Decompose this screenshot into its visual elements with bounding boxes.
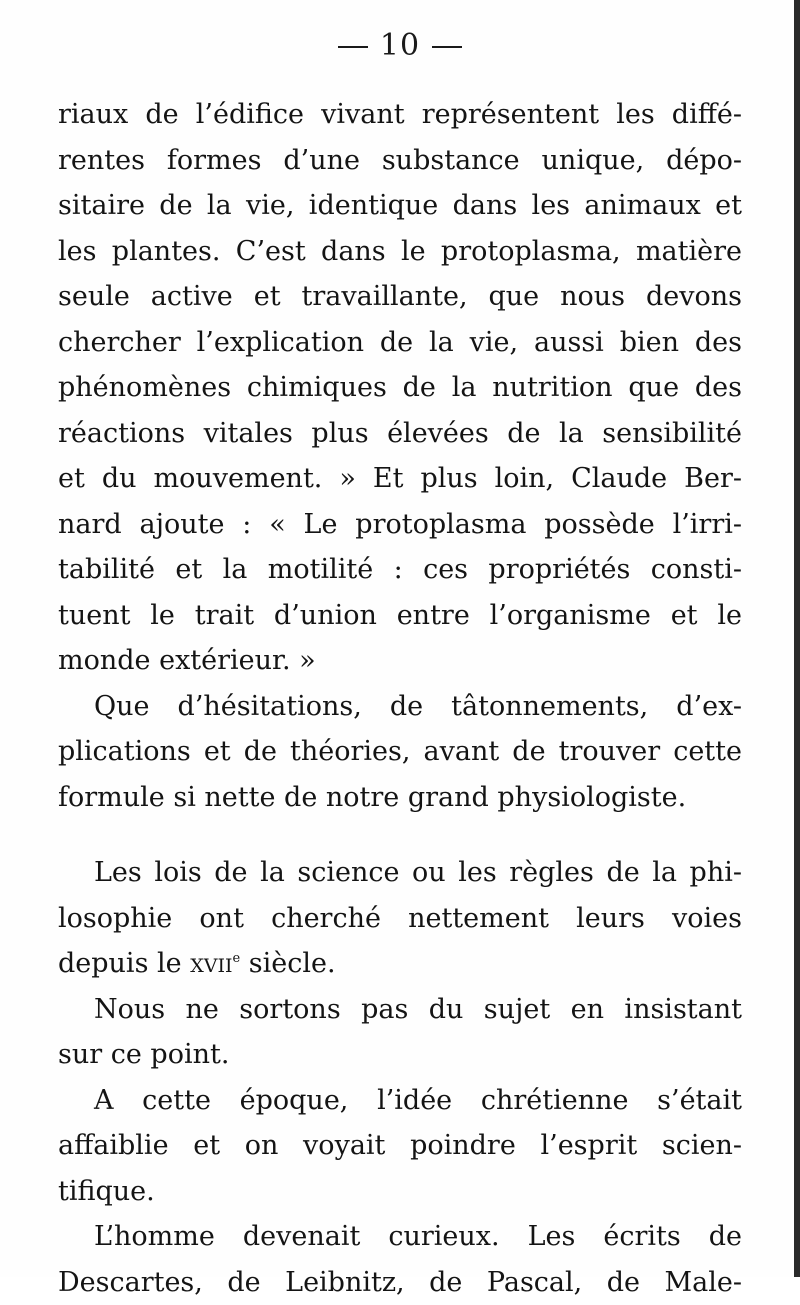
text-line: monde extérieur. »: [58, 638, 742, 684]
paragraph-gap: [58, 820, 742, 850]
header-dash-right: [432, 46, 462, 48]
text-line-part: depuis le: [58, 948, 190, 979]
text-line: sitaire de la vie, identique dans les animaux et: [58, 183, 742, 229]
text-line: les plantes. C’est dans le protoplasma, matière: [58, 229, 742, 275]
text-line: phénomènes chimiques de la nutrition que des: [58, 365, 742, 411]
text-line: [58, 941, 742, 987]
text-line: formule si nette de notre grand physiologiste.: [58, 775, 742, 821]
header-dash-left: [338, 46, 368, 48]
page-number: 10: [380, 28, 420, 63]
text-line: tuent le trait d’union entre l’organisme et le: [58, 593, 742, 639]
page-body: [58, 92, 742, 1305]
text-line: Les lois de la science ou les règles de la phi-: [58, 850, 742, 896]
page-header: [0, 28, 800, 63]
text-line: A cette époque, l’idée chrétienne s’était: [58, 1078, 742, 1124]
page-edge-shadow: [794, 0, 800, 1277]
text-line: Que d’hésitations, de tâtonnements, d’ex-: [58, 684, 742, 730]
text-line: riaux de l’édifice vivant représentent les diffé-: [58, 92, 742, 138]
text-line: L’homme devenait curieux. Les écrits de: [58, 1214, 742, 1260]
text-line: seule active et travaillante, que nous devons: [58, 274, 742, 320]
text-line: chercher l’explication de la vie, aussi bien des: [58, 320, 742, 366]
text-line: sur ce point.: [58, 1032, 742, 1078]
text-line: rentes formes d’une substance unique, dépo-: [58, 138, 742, 184]
text-line: réactions vitales plus élevées de la sensibilité: [58, 411, 742, 457]
text-line: tabilité et la motilité : ces propriétés consti-: [58, 547, 742, 593]
text-line: nard ajoute : « Le protoplasma possède l’irri-: [58, 502, 742, 548]
text-line: tifique.: [58, 1169, 742, 1215]
text-line: et du mouvement. » Et plus loin, Claude Ber-: [58, 456, 742, 502]
text-line: losophie ont cherché nettement leurs voies: [58, 896, 742, 942]
century-numeral: xvii: [190, 948, 232, 979]
text-line: Nous ne sortons pas du sujet en insistant: [58, 987, 742, 1033]
text-line: plications et de théories, avant de trouver cette: [58, 729, 742, 775]
text-line-part: siècle.: [240, 948, 335, 979]
text-line: affaiblie et on voyait poindre l’esprit scien-: [58, 1123, 742, 1169]
century-superscript: e: [232, 951, 240, 966]
text-line: Descartes, de Leibnitz, de Pascal, de Male-: [58, 1260, 742, 1305]
